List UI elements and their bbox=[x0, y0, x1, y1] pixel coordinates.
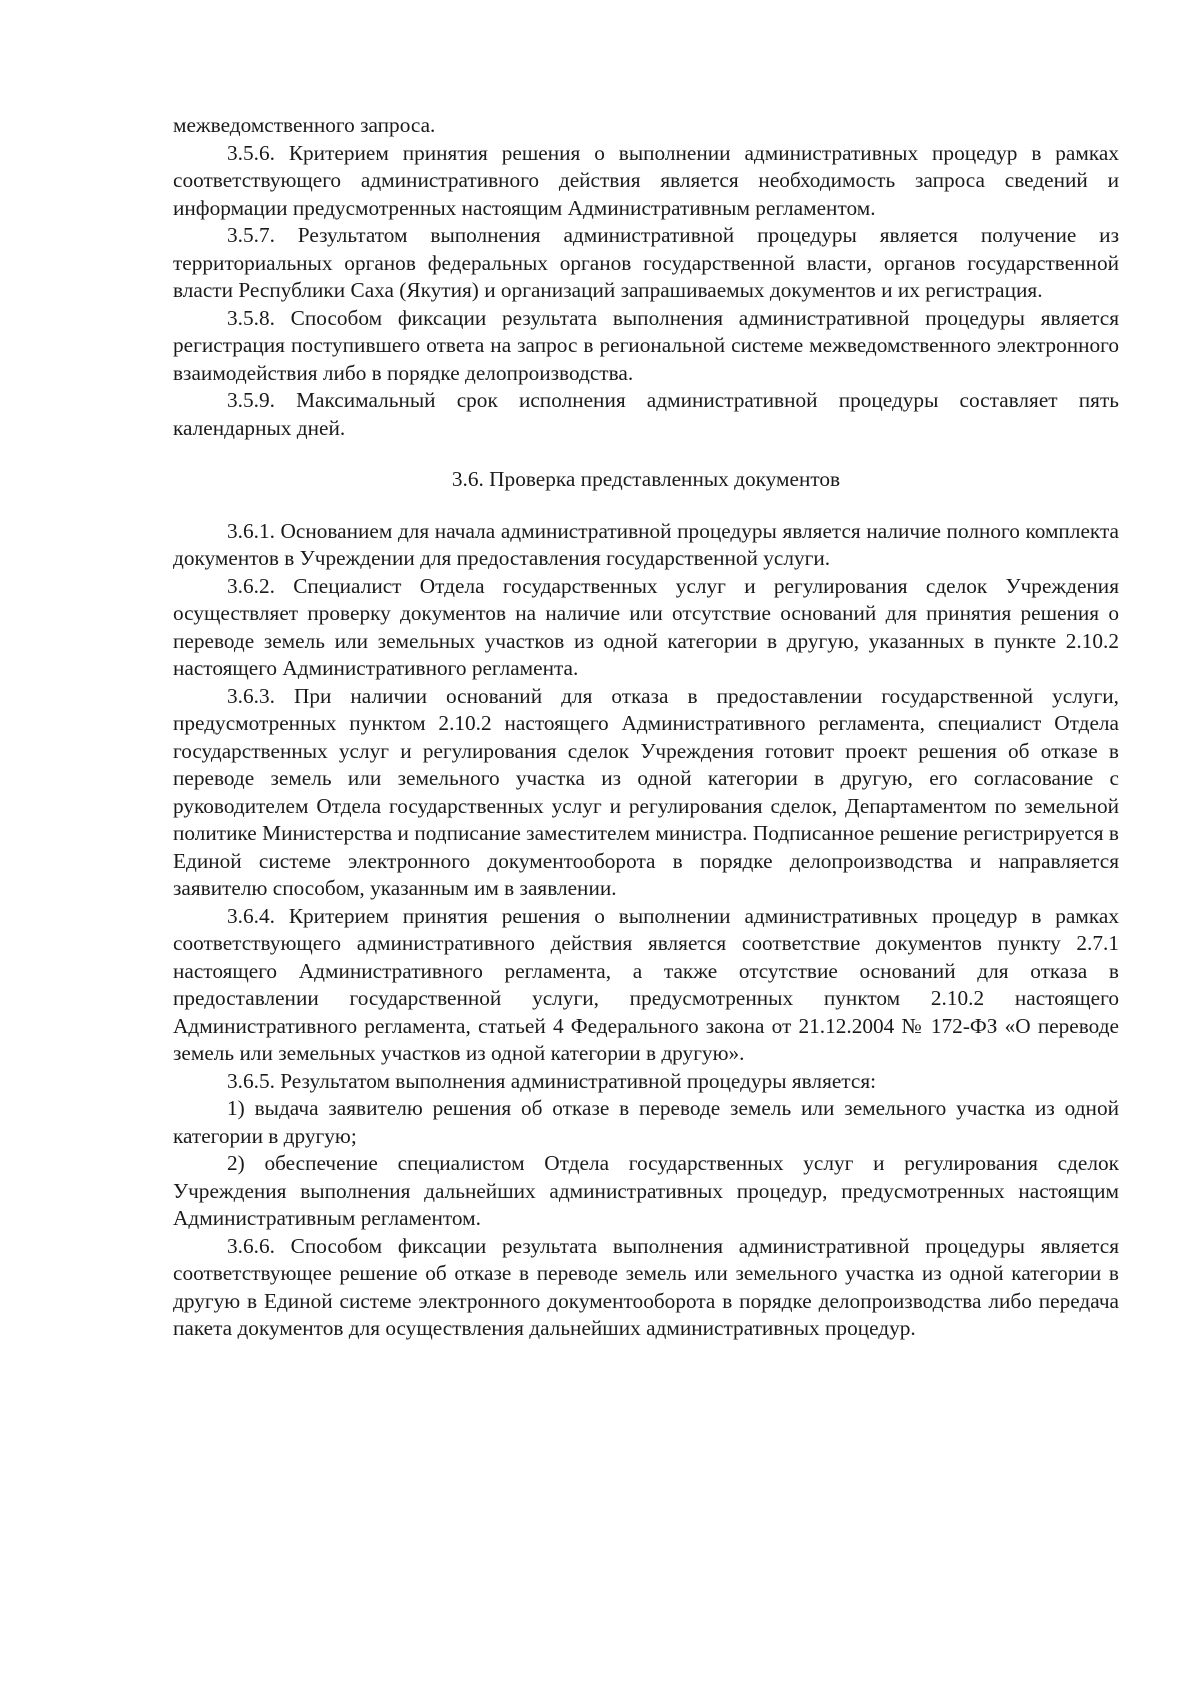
paragraph-3-6-5: 3.6.5. Результатом выполнения административной процедуры является: bbox=[227, 1068, 877, 1093]
paragraph-continuation: межведомственного запроса. bbox=[173, 113, 436, 137]
document-page bbox=[173, 112, 1119, 1343]
paragraph-3-5-6: 3.5.6. Критерием принятия решения о выполнении административных процедур в рамках соответствующего административного действия является необходимость запроса сведений и информации предусмотренных настоящим Административным регламентом. bbox=[173, 140, 1119, 220]
paragraph-3-6-2: 3.6.2. Специалист Отдела государственных услуг и регулирования сделок Учреждения осуществляет проверку документов на наличие или отсутствие оснований для принятия решения о переводе земель или земельных участков из одной категории в другую, указанных в пункте 2.10.2 настоящего Административного регламента. bbox=[173, 573, 1119, 680]
paragraph-3-5-7: 3.5.7. Результатом выполнения административной процедуры является получение из территориальных органов федеральных органов государственной власти, органов государственной власти Республики Саха (Якутия) и организаций запрашиваемых документов и их регистрация. bbox=[173, 223, 1119, 302]
paragraph-3-6-6: 3.6.6. Способом фиксации результата выполнения административной процедуры является соответствующее решение об отказе в переводе земель или земельного участка из одной категории в другую в Единой системе электронного документооборота в порядке делопроизводства либо передача пакета документов для осуществления дальнейших административных процедур. bbox=[173, 1233, 1119, 1340]
paragraph-3-6-4: 3.6.4. Критерием принятия решения о выполнении административных процедур в рамках соответствующего административного действия является соответствие документов пункту 2.7.1 настоящего Административного регламента, а также отсутствие оснований для отказа в предоставлении государственной услуги, предусмотренных пунктом 2.10.2 настоящего Административного регламента, статьей 4 Федерального закона от 21.12.2004 № 172-ФЗ «О переводе земель или земельных участков из одной категории в другую». bbox=[173, 903, 1119, 1065]
paragraph-3-6-1: 3.6.1. Основанием для начала административной процедуры является наличие полного комплекта документов в Учреждении для предоставления государственной услуги. bbox=[173, 518, 1119, 570]
paragraph-3-6-3: 3.6.3. При наличии оснований для отказа в предоставлении государственной услуги, предусмотренных пунктом 2.10.2 настоящего Административного регламента, специалист Отдела государственных услуг и регулирования сделок Учреждения готовит проект решения об отказе в переводе земель или земельного участка из одной категории в другую, его согласование с руководителем Отдела государственных услуг и регулирования сделок, Департаментом по земельной политике Министерства и подписание заместителем министра. Подписанное решение регистрируется в Единой системе электронного документооборота в порядке делопроизводства и направляется заявителю способом, указанным им в заявлении. bbox=[173, 683, 1119, 900]
paragraph-3-5-9: 3.5.9. Максимальный срок исполнения административной процедуры составляет пять календарных дней. bbox=[173, 388, 1119, 440]
list-item-2: 2) обеспечение специалистом Отдела государственных услуг и регулирования сделок Учреждения выполнения дальнейших административных процедур, предусмотренных настоящим Административным регламентом. bbox=[173, 1151, 1119, 1230]
paragraph-3-5-8: 3.5.8. Способом фиксации результата выполнения административной процедуры является регистрация поступившего ответа на запрос в региональной системе межведомственного электронного взаимодействия либо в порядке делопроизводства. bbox=[173, 305, 1119, 385]
list-item-1: 1) выдача заявителю решения об отказе в переводе земель или земельного участка из одной категории в другую; bbox=[173, 1096, 1119, 1148]
section-heading: 3.6. Проверка представленных документов bbox=[451, 467, 841, 491]
